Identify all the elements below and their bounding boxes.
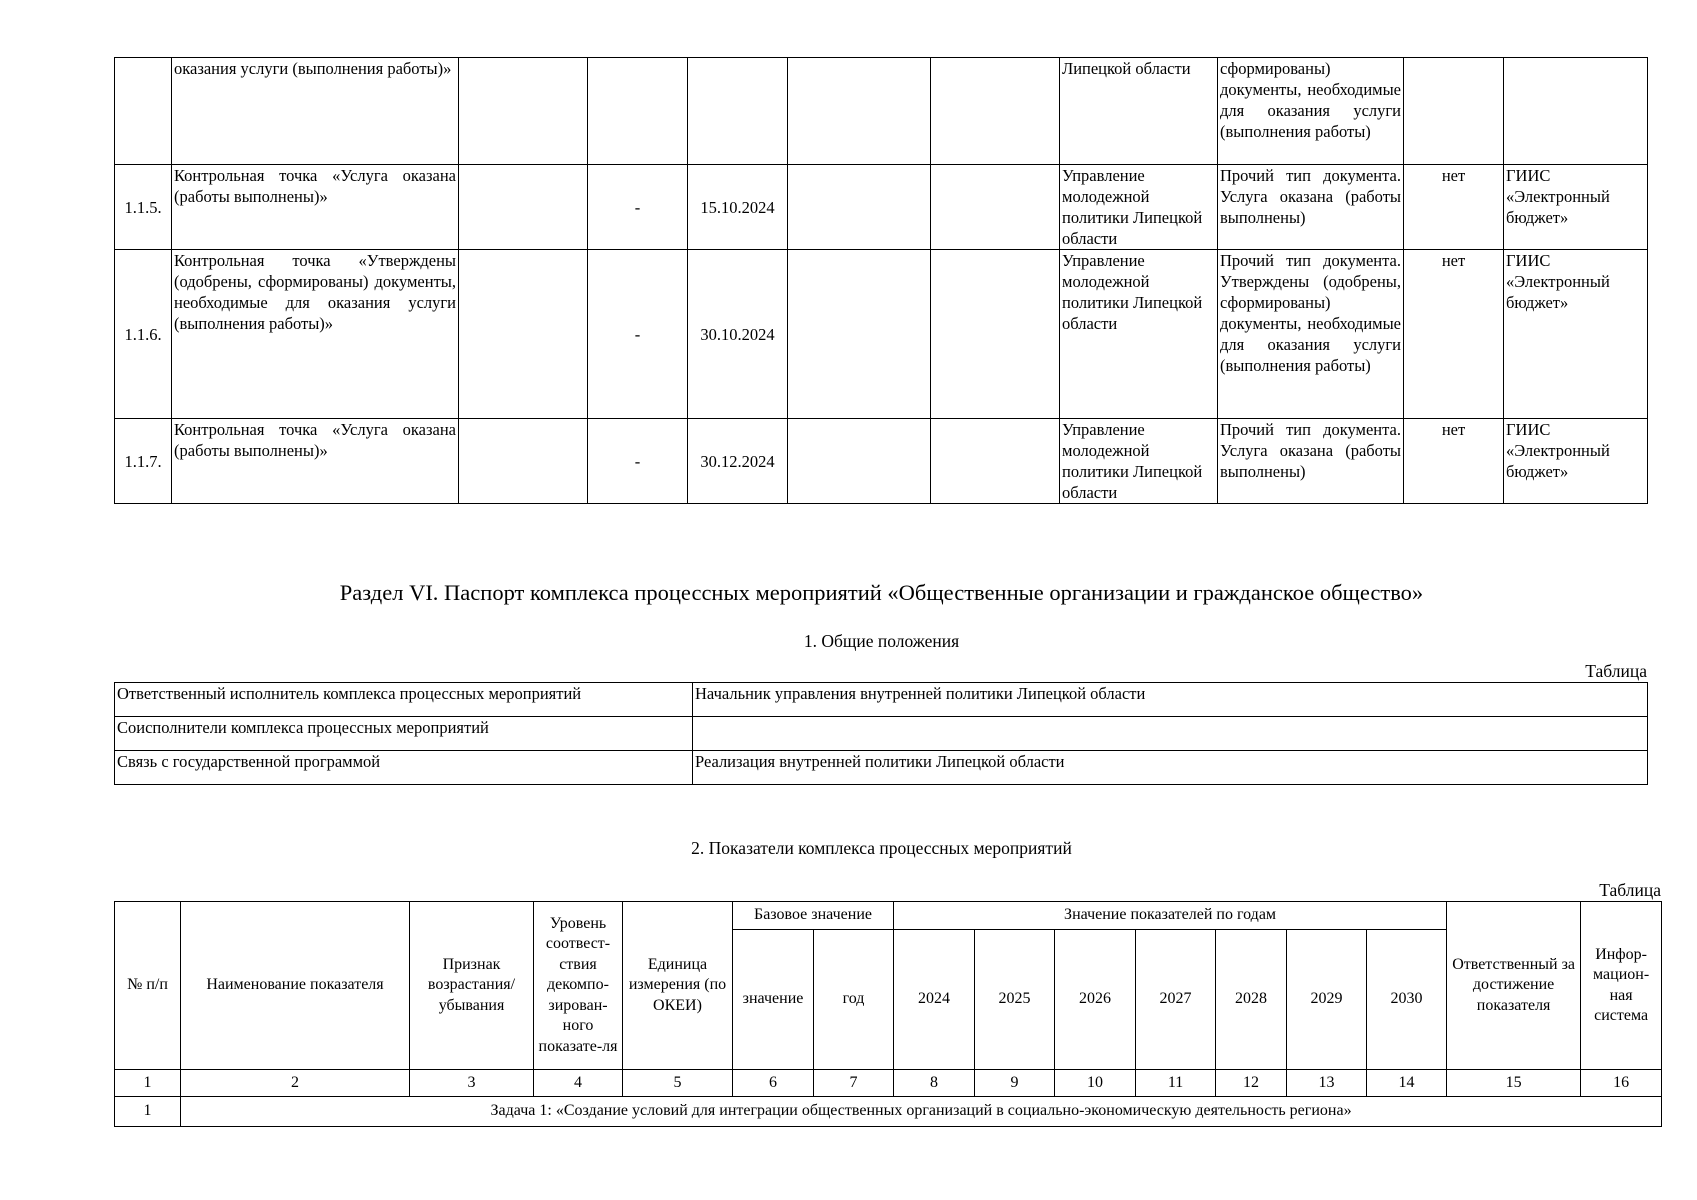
header-level: Уровень соотвест-ствия декомпо-зирован-ного показате-ля [534, 902, 623, 1070]
info-system [1504, 58, 1648, 165]
header-row [115, 902, 1662, 930]
header-years-group: Значение показателей по годам [894, 902, 1447, 930]
header-sign: Признак возрастания/ убывания [410, 902, 534, 1070]
table-row [115, 58, 1648, 165]
header-year: 2029 [1287, 930, 1367, 1070]
table-row [115, 165, 1648, 250]
control-point-name: оказания услуги (выполнения работы)» [172, 58, 459, 165]
column-number: 10 [1055, 1070, 1136, 1097]
column-number: 9 [975, 1070, 1055, 1097]
column-number: 13 [1287, 1070, 1367, 1097]
section-title: Раздел VI. Паспорт комплекса процессных мероприятий «Общественные организации и гражданское общество» [339, 580, 1424, 605]
header-base: Базовое значение [733, 902, 894, 930]
table-row [115, 717, 1648, 751]
start-date: - [588, 250, 688, 419]
responsible: Управление молодежной политики Липецкой области [1060, 419, 1218, 504]
column-number: 3 [410, 1070, 534, 1097]
task-row [115, 1097, 1662, 1127]
document: Прочий тип документа. Услуга оказана (работы выполнены) [1218, 419, 1404, 504]
task-text: Задача 1: «Создание условий для интеграции общественных организаций в социально-экономическую деятельность региона» [181, 1097, 1662, 1127]
row-value: Реализация внутренней политики Липецкой области [693, 751, 1648, 785]
column-number: 5 [623, 1070, 733, 1097]
row-label: Соисполнители комплекса процессных мероприятий [115, 717, 693, 751]
header-base-year: год [814, 930, 894, 1070]
end-date: 30.10.2024 [688, 250, 788, 419]
table-row [115, 250, 1648, 419]
column-number: 1 [115, 1070, 181, 1097]
control-point-name: Контрольная точка «Услуга оказана (работы выполнены)» [172, 165, 459, 250]
indicators-table [114, 901, 1662, 1127]
table-row [115, 683, 1648, 717]
row-label: Связь с государственной программой [115, 751, 693, 785]
column-number: 11 [1136, 1070, 1216, 1097]
header-num: № п/п [115, 902, 181, 1070]
task-number: 1 [115, 1097, 181, 1127]
table-row [115, 419, 1648, 504]
column-number: 14 [1367, 1070, 1447, 1097]
table-label: Таблица [1599, 880, 1661, 900]
general-provisions-table [114, 682, 1648, 785]
end-date [688, 58, 788, 165]
flag: нет [1404, 250, 1504, 419]
info-system: ГИИС «Электронный бюджет» [1504, 419, 1648, 504]
header-year: 2027 [1136, 930, 1216, 1070]
column-number: 16 [1581, 1070, 1662, 1097]
document: Прочий тип документа. Услуга оказана (работы выполнены) [1218, 165, 1404, 250]
column-number: 15 [1447, 1070, 1581, 1097]
header-year: 2025 [975, 930, 1055, 1070]
control-point-name: Контрольная точка «Утверждены (одобрены, сформированы) документы, необходимые для оказания услуги (выполнения работы)» [172, 250, 459, 419]
header-name: Наименование показателя [181, 902, 410, 1070]
flag: нет [1404, 419, 1504, 504]
end-date: 15.10.2024 [688, 165, 788, 250]
header-info: Инфор-мацион-ная система [1581, 902, 1662, 1070]
header-base-value: значение [733, 930, 814, 1070]
header-year: 2024 [894, 930, 975, 1070]
info-system: ГИИС «Электронный бюджет» [1504, 250, 1648, 419]
responsible: Управление молодежной политики Липецкой области [1060, 165, 1218, 250]
row-value: Начальник управления внутренней политики Липецкой области [693, 683, 1648, 717]
header-year: 2026 [1055, 930, 1136, 1070]
end-date: 30.12.2024 [688, 419, 788, 504]
row-number: 1.1.7. [115, 419, 172, 504]
header-year: 2030 [1367, 930, 1447, 1070]
row-number [115, 58, 172, 165]
column-number: 8 [894, 1070, 975, 1097]
row-number: 1.1.6. [115, 250, 172, 419]
column-numbers-row [115, 1070, 1662, 1097]
document: Прочий тип документа. Утверждены (одобрены, сформированы) документы, необходимые для оказания услуги (выполнения работы) [1218, 250, 1404, 419]
flag [1404, 58, 1504, 165]
start-date [588, 58, 688, 165]
table-label: Таблица [1585, 661, 1647, 681]
start-date: - [588, 419, 688, 504]
header-responsible: Ответственный за достижение показателя [1447, 902, 1581, 1070]
flag: нет [1404, 165, 1504, 250]
column-number: 7 [814, 1070, 894, 1097]
column-number: 4 [534, 1070, 623, 1097]
header-year: 2028 [1216, 930, 1287, 1070]
control-points-table [114, 57, 1648, 504]
indicators-heading: 2. Показатели комплекса процессных мероприятий [691, 838, 1072, 858]
info-system: ГИИС «Электронный бюджет» [1504, 165, 1648, 250]
row-number: 1.1.5. [115, 165, 172, 250]
column-number: 12 [1216, 1070, 1287, 1097]
control-point-name: Контрольная точка «Услуга оказана (работы выполнены)» [172, 419, 459, 504]
responsible: Липецкой области [1060, 58, 1218, 165]
row-value [693, 717, 1648, 751]
table-row [115, 751, 1648, 785]
general-heading: 1. Общие положения [803, 631, 960, 651]
responsible: Управление молодежной политики Липецкой области [1060, 250, 1218, 419]
header-unit: Единица измерения (по ОКЕИ) [623, 902, 733, 1070]
column-number: 2 [181, 1070, 410, 1097]
start-date: - [588, 165, 688, 250]
document: сформированы) документы, необходимые для оказания услуги (выполнения работы) [1218, 58, 1404, 165]
row-label: Ответственный исполнитель комплекса процессных мероприятий [115, 683, 693, 717]
column-number: 6 [733, 1070, 814, 1097]
